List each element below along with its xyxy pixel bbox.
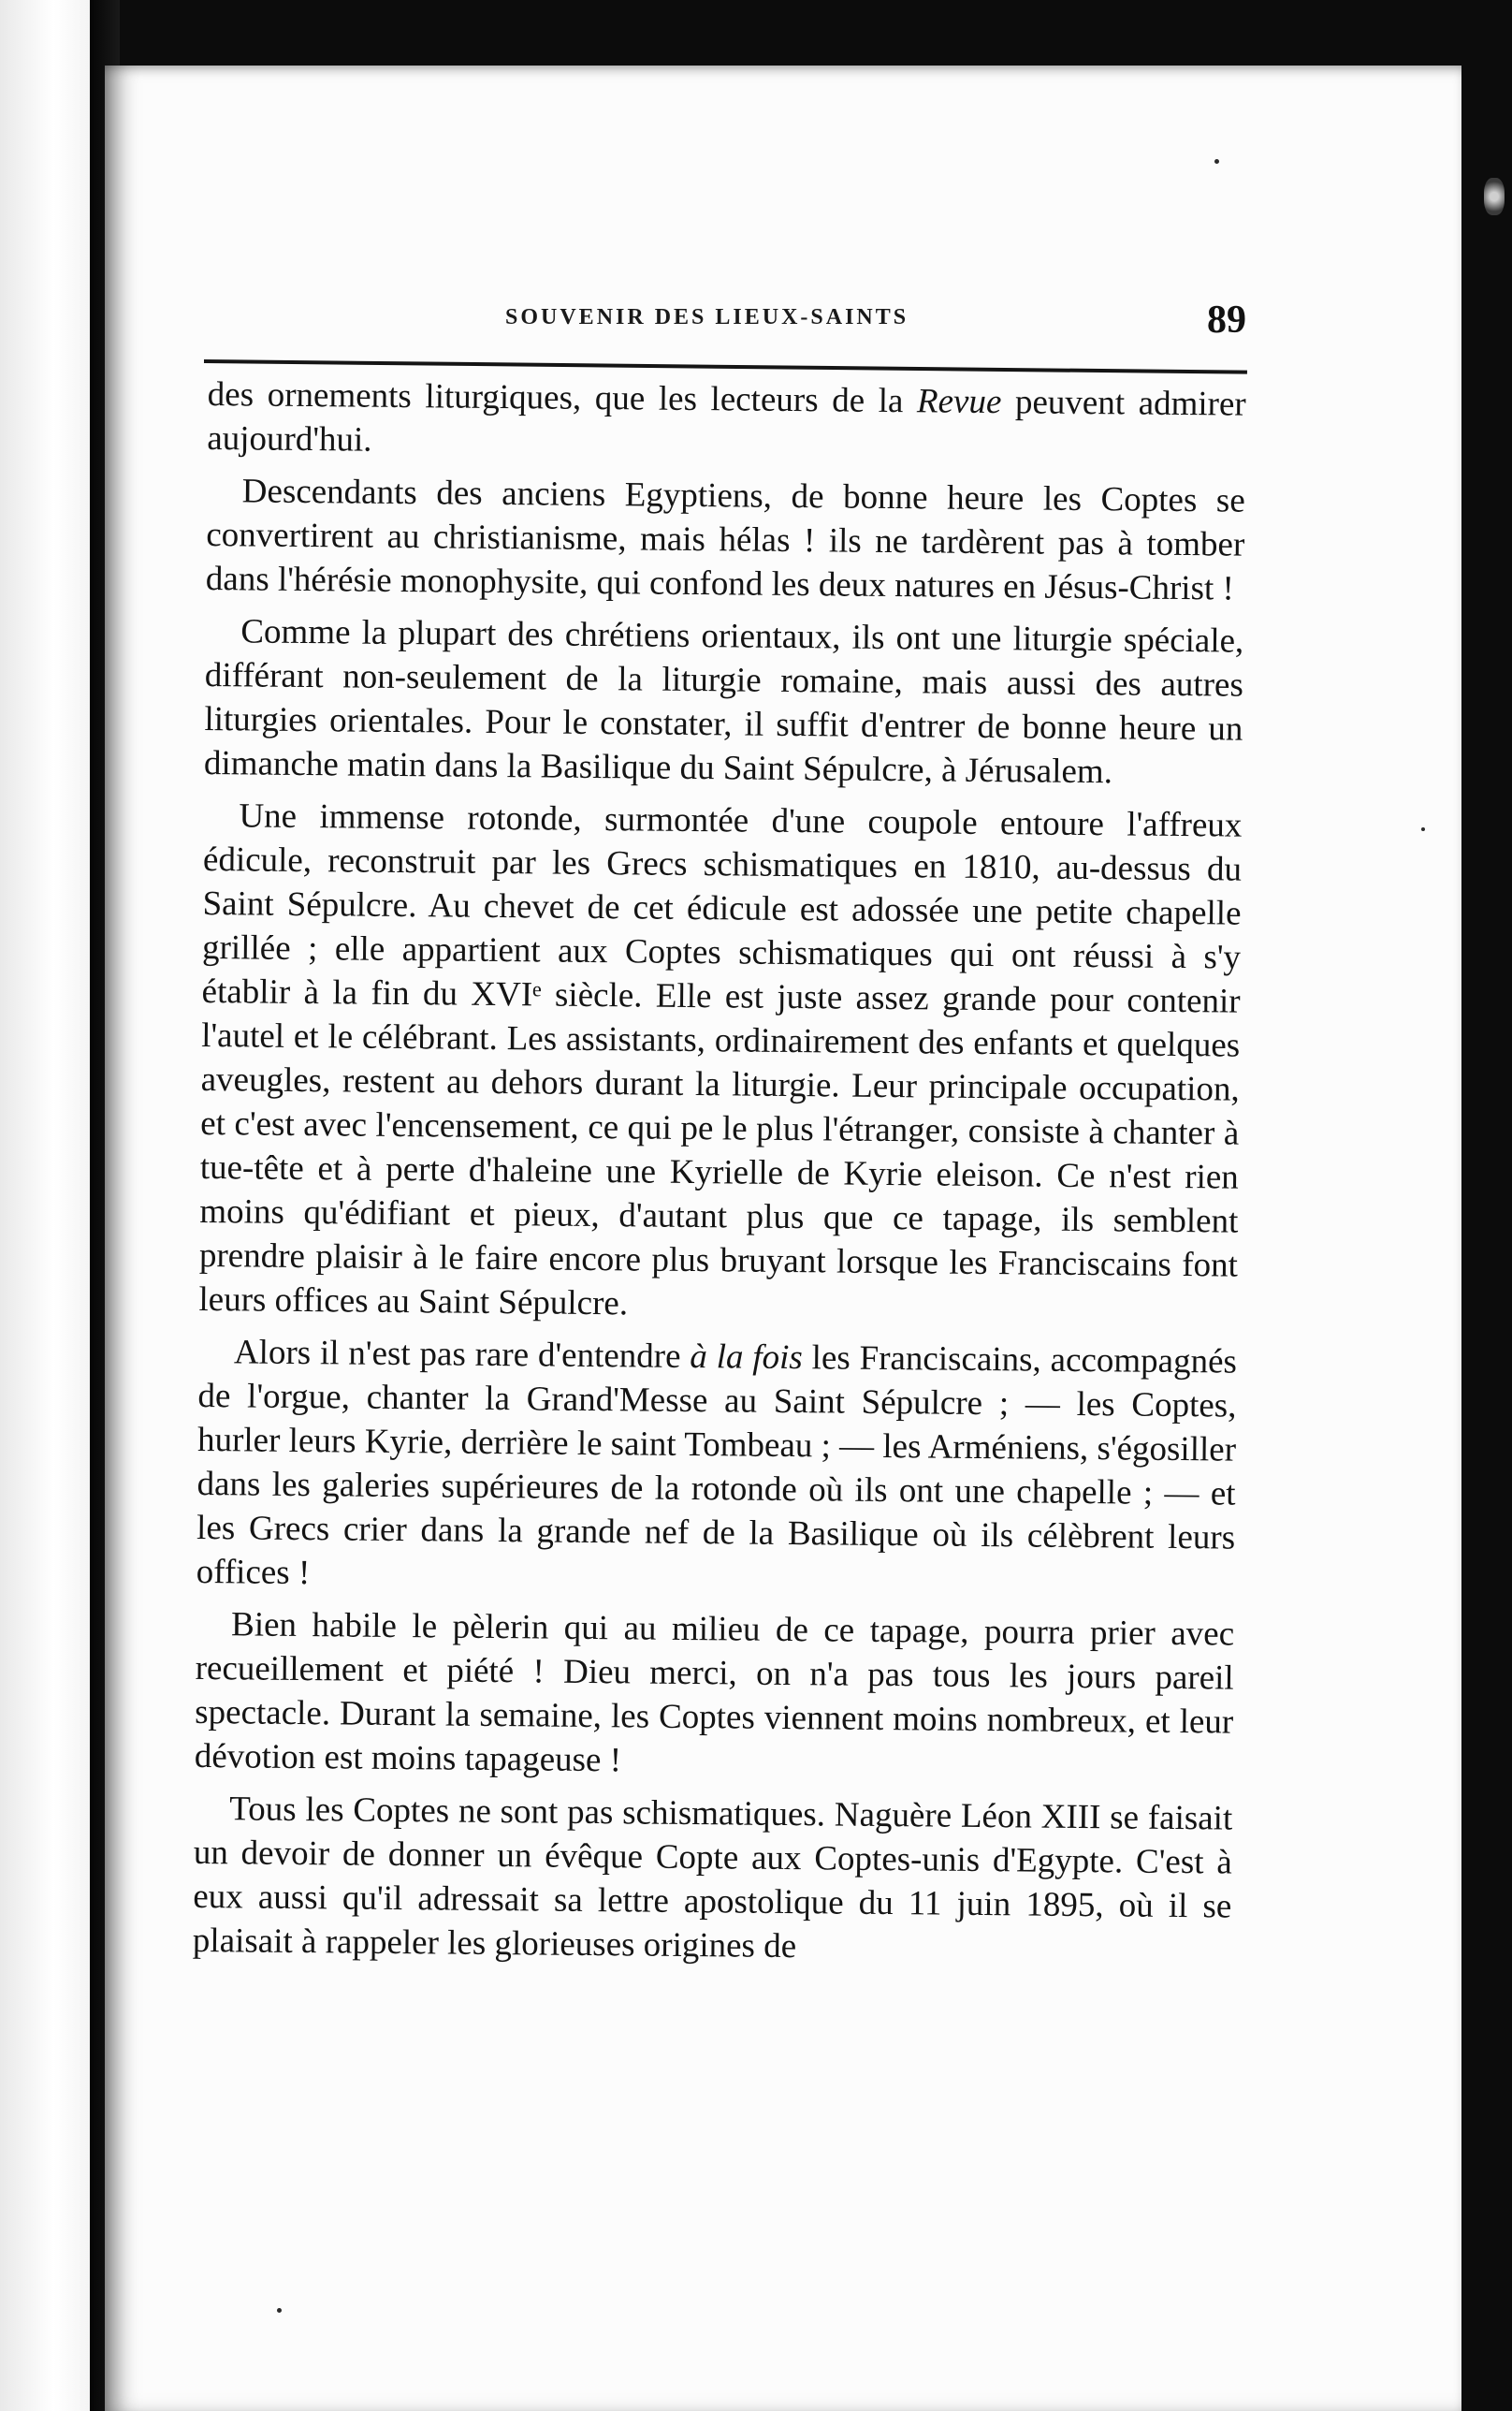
text-run-italic: à la fois — [690, 1337, 804, 1378]
text-run-italic: Revue — [916, 382, 1002, 422]
dust-speck — [277, 2308, 282, 2313]
paragraph — [207, 373, 1246, 471]
paragraph — [206, 469, 1245, 611]
page-number: 89 — [1207, 299, 1246, 342]
body-text — [193, 373, 1246, 1981]
text-run: les Franciscains, accompagnés de l'orgue, chanter la Grand'Messe au Saint Sépulcre ; — les Coptes, hurler leurs Kyrie, derrière le saint Tombeau ; — les Arméniens, s'égosiller dans les galeries supérieures de la rotonde où ils ont une chapelle ; — et les Grecs crier dans la grande nef de la Basilique où ils célèbrent leurs offices ! — [196, 1338, 1238, 1593]
dust-speck — [1421, 827, 1425, 831]
text-run: Tous les Coptes ne sont pas schismatiques. Naguère Léon XIII se faisait un devoir de donner un évêque Copte aux Coptes-unis d'Egypte. C'est à eux aussi qu'il adressait sa lettre apostolique du 11 juin 1895, où il se plaisait à rappeler les glorieuses origines de — [192, 1790, 1233, 1966]
paragraph — [196, 1330, 1237, 1604]
paragraph — [193, 1787, 1233, 1973]
text-run: Comme la plupart des chrétiens orientaux, ils ont une liturgie spéciale, différant non-seulement de la liturgie romaine, mais aussi des autres liturgies orientales. Pour le constater, il suffit d'entrer de bonne heure un dimanche matin dans la Basilique du Saint Sépulcre, à Jérusalem. — [203, 612, 1244, 792]
running-head: SOUVENIR DES LIEUX-SAINTS — [505, 305, 909, 329]
scan-artifact — [1484, 178, 1505, 215]
paragraph — [204, 609, 1244, 796]
dust-speck — [1214, 159, 1219, 164]
text-run: des ornements liturgiques, que les lecteurs de la — [207, 374, 918, 421]
paragraph — [195, 1602, 1235, 1789]
page-header — [385, 298, 1265, 354]
text-run: Une immense rotonde, surmontée d'une coupole entoure l'affreux édicule, reconstruit par les Grecs schismatiques en 1810, au-dessus du Saint Sépulcre. Au chevet de cet édicule est adossée une petite chapelle grillée ; elle appartient aux Coptes schismatiques qui ont réussi à s'y établir à la fin du XVIᵉ siècle. Elle est juste assez grande pour contenir l'autel et le célébrant. Les assistants, ordinairement des enfants et quelques aveugles, restent au dehors durant la liturgie. Leur principale occupation, et c'est avec l'encensement, ce qui pe le plus l'étranger, consiste à chanter à tue-tête et à perte d'haleine une Kyrielle de Kyrie eleison. Ce n'est rien moins qu'édifiant et pieux, d'autant plus que ce tapage, ils semblent prendre plaisir à le faire encore plus bruyant lorsque les Franciscains font leurs offices au Saint Sépulcre. — [198, 796, 1243, 1323]
facing-page-edge — [0, 0, 90, 2411]
text-run: Bien habile le pèlerin qui au milieu de ce tapage, pourra prier avec recueillement et piété ! Dieu merci, on n'a pas tous les jours pareil spectacle. Durant la semaine, les Coptes viennent moins nombreux, et leur dévotion est moins tapageuse ! — [194, 1605, 1235, 1780]
text-run: Descendants des anciens Egyptiens, de bonne heure les Coptes se convertirent au christianisme, mais hélas ! ils ne tardèrent pas à tomber dans l'hérésie monophysite, qui confond les deux natures en Jésus-Christ ! — [205, 472, 1245, 608]
paragraph — [198, 794, 1242, 1332]
text-run: Alors il n'est pas rare d'entendre — [233, 1333, 691, 1376]
text-run: peuvent admirer aujourd'hui. — [207, 383, 1246, 460]
